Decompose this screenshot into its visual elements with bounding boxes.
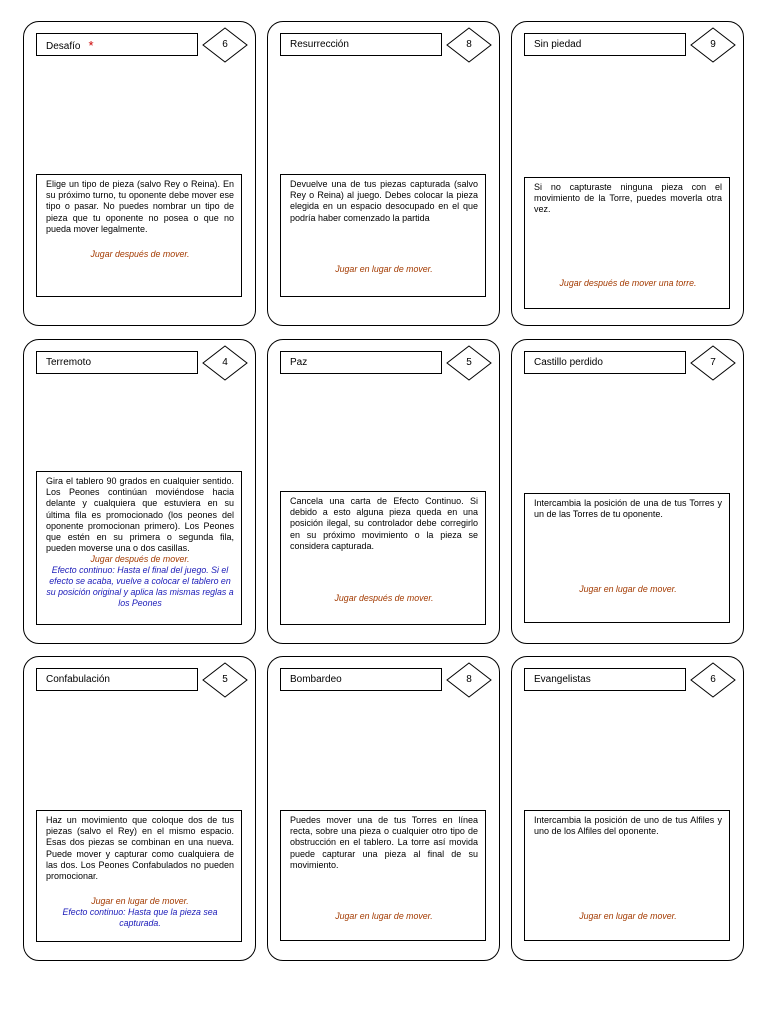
card-text-box [36,174,242,297]
card-title: Confabulación [46,674,110,685]
card-timing: Jugar después de mover una torre. [559,277,697,288]
card-text-box [524,177,730,309]
card-bombardeo [267,656,500,961]
card-desafio [23,21,256,326]
cost-diamond [202,345,248,381]
card-evangelistas [511,656,744,961]
cost-diamond [446,345,492,381]
card-castillo-perdido [511,339,744,644]
card-title: Bombardeo [290,674,342,685]
card-rules-text: Gira el tablero 90 grados en cualquier sentido. Los Peones continúan moviéndose hacia delante y cualquiera que estuviera en su última fila es promocionado (los peones del oponente promocionan primero). Los Peones que estén en su primera o segunda fila, pueden moverse una o dos casillas. [46,476,234,554]
card-timing: Jugar después de mover. [90,554,190,565]
card-timing: Jugar en lugar de mover. [335,911,433,922]
card-title-box [36,351,198,374]
card-title-box [280,668,442,691]
card-title: Resurrección [290,39,349,50]
card-title: Paz [290,357,308,368]
card-rules-text: Intercambia la posición de una de tus Torres y un de las Torres de tu oponente. [534,498,722,520]
card-timing: Jugar en lugar de mover. [579,584,677,595]
card-cost: 7 [710,357,716,368]
card-title-box [36,33,198,56]
card-text-box [280,810,486,941]
card-continuous-effect: Efecto continuo: Hasta que la pieza sea capturada. [62,907,218,929]
card-rules-text: Haz un movimiento que coloque dos de tus piezas (salvo el Rey) en el mismo espacio. Esas dos piezas se combinan en una nueva. Puede mover y capturar como cualquiera de las dos. Los Peones Confabulados no pueden promocionar. [46,815,234,882]
card-cost: 5 [222,674,228,685]
card-cost: 6 [222,39,228,50]
cost-diamond [446,662,492,698]
cost-diamond [446,27,492,63]
card-timing: Jugar después de mover. [334,593,434,604]
card-continuous-effect: Efecto continuo: Hasta el final del juego. Si el efecto se acaba, vuelve a colocar el tablero en su posición original y aplica las mismas reglas a los Peones [46,565,234,609]
card-cost: 8 [466,39,472,50]
card-text-box [280,174,486,297]
card-title-box [280,33,442,56]
card-timing: Jugar después de mover. [90,249,190,260]
card-rules-text: Intercambia la posición de uno de tus Alfiles y uno de los Alfiles del oponente. [534,815,722,837]
card-title: Evangelistas [534,674,591,685]
card-sin-piedad [511,21,744,326]
cost-diamond [690,27,736,63]
card-title: Castillo perdido [534,357,603,368]
card-title: Desafío [46,41,81,52]
card-timing: Jugar en lugar de mover. [579,911,677,922]
card-title: Sin piedad [534,39,582,50]
card-cost: 8 [466,674,472,685]
card-title: Terremoto [46,357,92,368]
card-title-box [36,668,198,691]
card-cost: 9 [710,39,716,50]
cost-diamond [202,662,248,698]
asterisk-icon: * [88,38,94,53]
card-title-box [280,351,442,374]
cost-diamond [690,662,736,698]
cost-diamond [690,345,736,381]
card-text-box [36,810,242,942]
cost-diamond [202,27,248,63]
card-title-box [524,33,686,56]
card-title-box [524,351,686,374]
card-timing: Jugar en lugar de mover. [335,263,433,274]
card-rules-text: Devuelve una de tus piezas capturada (salvo Rey o Reina) al juego. Debes colocar la pieza elegida en un espacio desocupado en el que podría haber comenzado la partida [290,179,478,223]
card-rules-text: Si no capturaste ninguna pieza con el movimiento de la Torre, puedes moverla otra vez. [534,182,722,215]
card-cost: 5 [466,357,472,368]
card-paz [267,339,500,644]
card-timing: Jugar en lugar de mover. [91,896,189,907]
card-text-box [36,471,242,625]
card-resurreccion [267,21,500,326]
card-title-box [524,668,686,691]
card-text-box [524,810,730,941]
card-cost: 6 [710,674,716,685]
card-rules-text: Puedes mover una de tus Torres en línea recta, sobre una pieza o cualquier otro tipo de obstrucción en el tablero. La torre así movida puede capturar una pieza al final de su movimiento. [290,815,478,870]
card-terremoto [23,339,256,644]
card-rules-text: Cancela una carta de Efecto Continuo. Si debido a esto alguna pieza queda en una posición ilegal, su controlador debe corregirlo en su próximo movimiento o la pieza se considera capturada. [290,496,478,551]
card-text-box [524,493,730,623]
card-confabulacion [23,656,256,961]
card-cost: 4 [222,357,228,368]
card-rules-text: Elige un tipo de pieza (salvo Rey o Reina). En su próximo turno, tu oponente debe mover ese tipo o pasar. No puedes nombrar un tipo de pieza que tu oponente no posea o que no pueda mover legalmente. [46,179,234,234]
card-text-box [280,491,486,625]
